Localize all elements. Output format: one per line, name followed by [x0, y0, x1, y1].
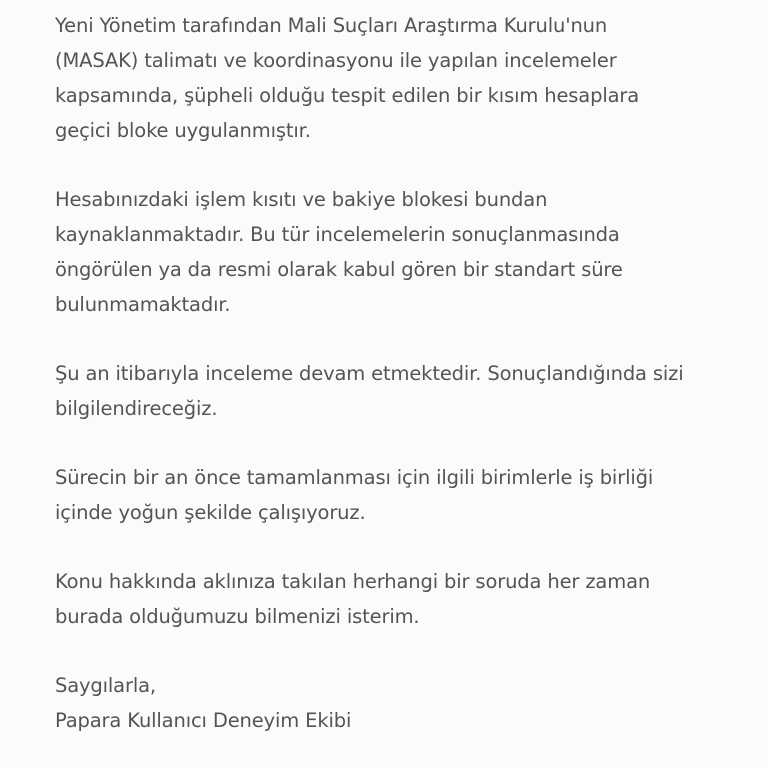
message-paragraph-5 — [55, 564, 755, 634]
message-paragraph-2 — [55, 182, 755, 322]
message-line: geçici bloke uygulanmıştır. — [55, 119, 311, 142]
message-signoff — [55, 668, 755, 738]
message-line: kapsamında, şüpheli olduğu tespit edilen bir kısım hesaplara — [55, 84, 640, 107]
message-line: bulunmamaktadır. — [55, 293, 231, 316]
message-line: (MASAK) talimatı ve koordinasyonu ile yapılan incelemeler — [55, 49, 617, 72]
message-body — [55, 8, 755, 738]
message-paragraph-3 — [55, 356, 755, 426]
message-line: kaynaklanmaktadır. Bu tür incelemelerin sonuçlanmasında — [55, 223, 620, 246]
signature-text: Papara Kullanıcı Deneyim Ekibi — [55, 709, 352, 732]
message-line: öngörülen ya da resmi olarak kabul gören bir standart süre — [55, 258, 623, 281]
message-paragraph-4 — [55, 460, 755, 530]
message-line: bilgilendireceğiz. — [55, 397, 218, 420]
message-line: Yeni Yönetim tarafından Mali Suçları Araştırma Kurulu'nun — [55, 14, 608, 37]
closing-text: Saygılarla, — [55, 674, 156, 697]
message-line: burada olduğumuzu bilmenizi isterim. — [55, 605, 420, 628]
message-line: Konu hakkında aklınıza takılan herhangi bir soruda her zaman — [55, 570, 651, 593]
message-line: Sürecin bir an önce tamamlanması için ilgili birimlerle iş birliği — [55, 466, 654, 489]
message-paragraph-1 — [55, 8, 755, 148]
message-line: Hesabınızdaki işlem kısıtı ve bakiye blokesi bundan — [55, 188, 548, 211]
message-line: Şu an itibarıyla inceleme devam etmektedir. Sonuçlandığında sizi — [55, 362, 684, 385]
message-line: içinde yoğun şekilde çalışıyoruz. — [55, 501, 366, 524]
